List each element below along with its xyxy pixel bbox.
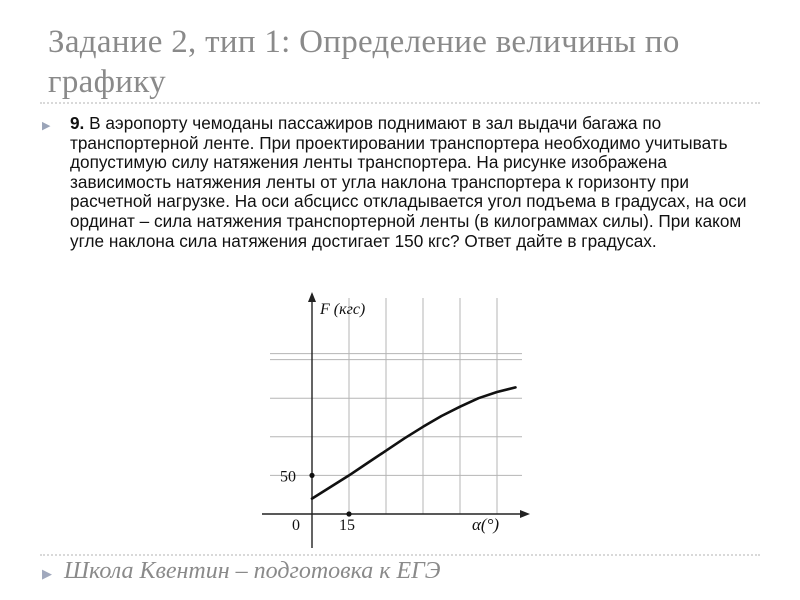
footer-text: Школа Квентин – подготовка к ЕГЭ	[64, 558, 441, 584]
x-axis-arrow	[520, 510, 530, 518]
problem-number: 9.	[70, 113, 85, 133]
y-axis-arrow	[308, 292, 316, 302]
chart-svg	[262, 292, 532, 550]
problem-paragraph	[70, 114, 750, 251]
title-divider	[40, 102, 760, 104]
force-angle-graph	[262, 292, 532, 550]
y-axis-label: F (кгс)	[320, 301, 366, 318]
y-tick-label: 50	[280, 468, 296, 486]
y-tick-point	[309, 473, 314, 478]
x-tick-label: 15	[339, 517, 355, 534]
x-tick-point	[346, 511, 351, 516]
footer-divider	[40, 554, 760, 556]
footer-arrow-icon: ▶	[42, 566, 52, 581]
slide-title: Задание 2, тип 1: Определение величины по графику	[48, 24, 680, 100]
x-axis-label: α(°)	[472, 515, 500, 534]
series-line	[312, 387, 516, 498]
problem-text: В аэропорту чемоданы пассажиров поднимают в зал выдачи багажа по транспортерной ленте. При проектировании транспортера необходимо учитывать допустимую силу натяжения ленты транспортера. На рисунке изображена зависимость натяжения ленты от угла наклона транспортера к горизонту при расчетной нагрузке. На оси абсцисс откладывается угол подъема в градусах, на оси ординат – сила натяжения транспортерной ленты (в килограммах силы). При каком угле наклона сила натяжения достигает 150 кгс? Ответ дайте в градусах.	[70, 113, 747, 251]
origin-label: 0	[292, 517, 300, 534]
bullet-triangle-icon: ▶	[42, 120, 51, 132]
